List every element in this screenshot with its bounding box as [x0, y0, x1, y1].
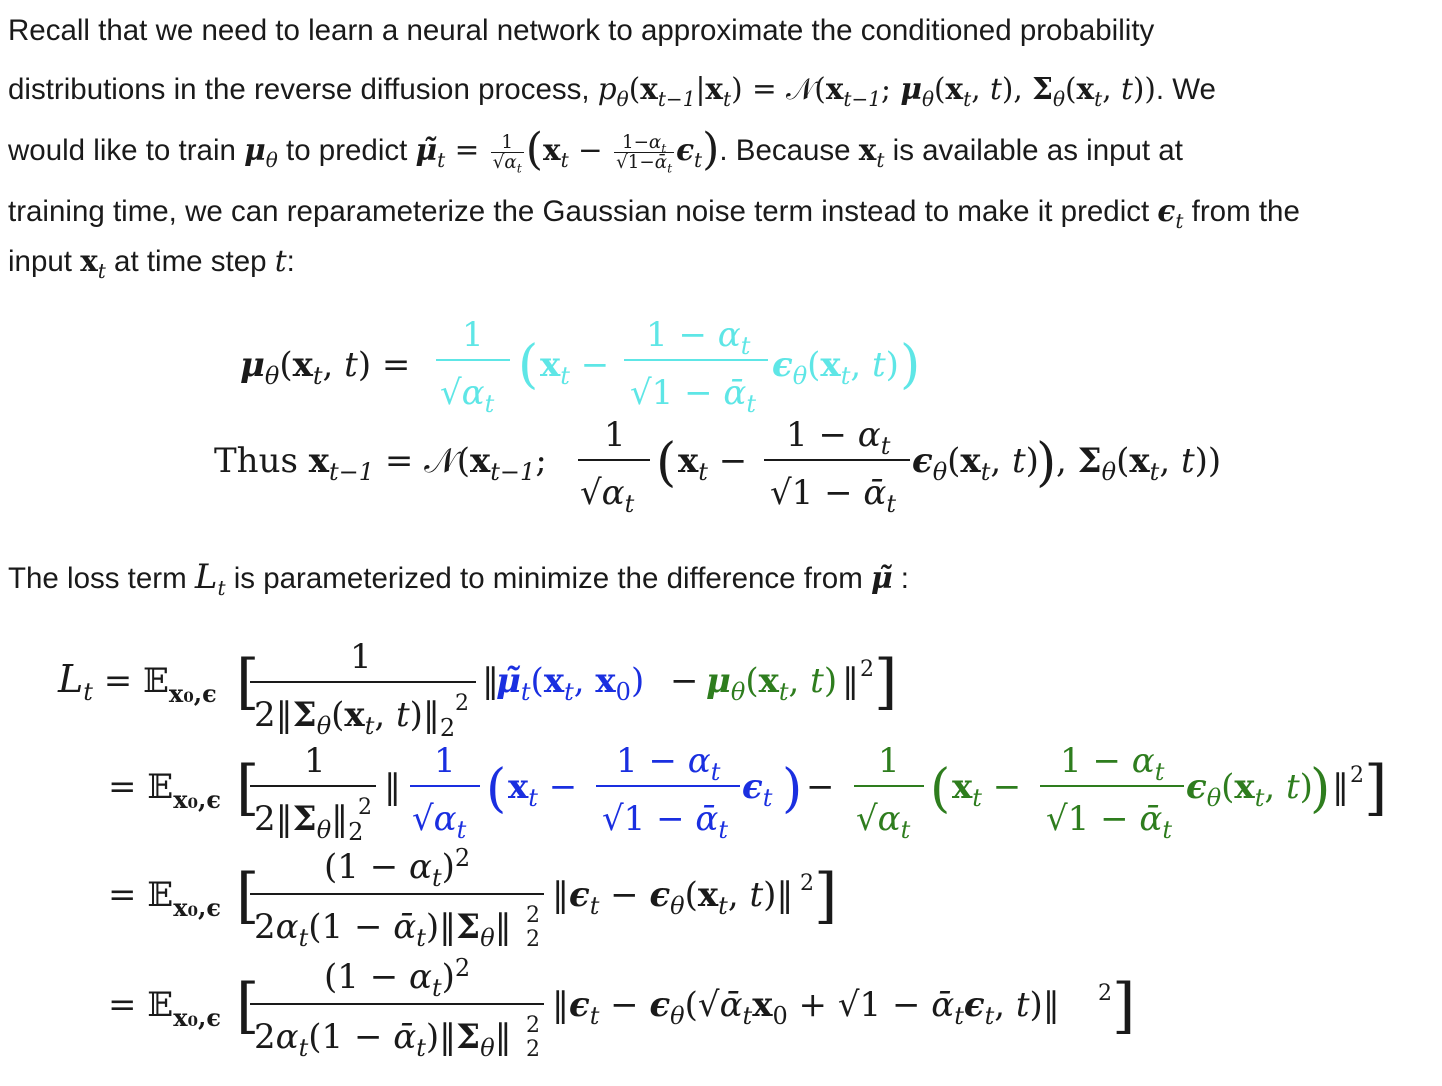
intro-line-1	[8, 2, 1436, 60]
thus-equation	[214, 415, 1221, 518]
svg-text:ϵθ(xt, t): $\epsilon_\theta(x_t$, t)	[912, 441, 1039, 486]
svg-text:‖: ‖	[842, 661, 859, 701]
intro-text-4: training time, we can reparameterize the Gaussian noise term instead to make it predict	[8, 195, 1150, 228]
svg-text:2αt(1 − ᾱt)‖Σθ‖: $2\alpha_t(1$ − $ᾱ_t)‖\Sigma_\theta‖$	[254, 907, 512, 952]
svg-text:√1 − ᾱt: √1 − ᾱ$_t$	[1046, 799, 1173, 844]
loss-text-3: :	[900, 562, 909, 595]
intro-line-5: input $x_t$ at time step t:	[8, 243, 295, 283]
svg-text:[: [	[236, 753, 260, 823]
svg-text:ϵθ(xt, t): $\epsilon_\theta(x_t$, t)	[772, 345, 899, 390]
svg-text:2: 2	[526, 927, 540, 952]
intro-line-4: training time, we can reparameterize the Gaussian noise term instead to make it predict $\epsilon_t$ from the	[8, 193, 1300, 233]
svg-text:2: 2	[800, 871, 814, 896]
svg-text:‖ϵt − ϵθ(xt, t)‖: $‖\epsilon_t - \epsilon_\theta(x_t$, t)‖	[552, 875, 794, 920]
intro-text-5b: at time step	[114, 245, 267, 278]
svg-text:(: (	[486, 759, 507, 819]
svg-text:√αt: $√\alpha_t$	[412, 799, 467, 844]
svg-text:√1 − ᾱt: √1 − ᾱ$_t$	[770, 473, 897, 518]
svg-text:2‖Σθ(xt, t)‖2: $2‖\Sigma_\theta(x_t$, $t)‖_2$	[254, 695, 456, 742]
svg-text:2: 2	[526, 1013, 540, 1038]
svg-text:1: 1	[304, 741, 326, 781]
svg-text:2: 2	[526, 903, 540, 928]
svg-text:‖: ‖	[1332, 767, 1349, 807]
svg-text:[: [	[236, 861, 260, 931]
svg-text:2‖Σθ‖2: $2‖\Sigma_\theta‖_2$	[254, 799, 364, 846]
svg-text:−: −	[670, 661, 699, 701]
svg-text:1: 1	[604, 415, 626, 455]
svg-text:Lt = 𝔼x₀,ϵ: $L_t$ = 𝔼$_{x_0,\epsilon}$	[58, 657, 217, 708]
svg-text:]: ]	[874, 647, 898, 717]
svg-text:xt −: $x_t$ −	[508, 767, 578, 812]
intro-text-3c: . Because	[719, 134, 851, 167]
svg-text:‖ϵt − ϵθ(√ᾱtx0 + √1 − ᾱtϵt, t): $‖\epsilon_t$ − $\epsilon_\theta(√ᾱ_tx_0 + √1$ − $ᾱ_t\epsilon_t$, t)‖	[552, 985, 1060, 1030]
loss-row-2-green	[854, 741, 1330, 844]
svg-text:√1 − ᾱt: √1 − ᾱ$_t$	[630, 373, 757, 418]
reparam-equations	[0, 300, 1442, 540]
intro-text-2b: . We	[1155, 73, 1216, 106]
svg-text:√αt: $√\alpha_t$	[440, 373, 495, 418]
mu-theta-equation	[240, 315, 920, 418]
intro-text-3: would like to train	[8, 134, 236, 167]
svg-text:√αt: $√\alpha_t$	[580, 473, 635, 518]
svg-text:μθ(xt, t) =: $\mu_\theta(x_t$, t) =	[240, 345, 411, 390]
svg-text:√αt: $√\alpha_t$	[856, 799, 911, 844]
svg-text:= 𝔼x₀,ϵ: = 𝔼$_{x_0,\epsilon}$	[108, 985, 222, 1032]
svg-text:2: 2	[358, 795, 372, 820]
loss-row-2	[108, 741, 1387, 846]
svg-text:(1 − αt)2: $(1 - \alpha_t)^2$	[324, 954, 471, 1002]
svg-text:(1 − αt)2: $(1 - \alpha_t)^2$	[324, 844, 471, 892]
svg-text:= 𝔼x₀,ϵ: = 𝔼$_{x_0,\epsilon}$	[108, 767, 222, 814]
svg-text:): )	[1310, 759, 1331, 819]
svg-text:1 − αt: $1 - \alpha_t$	[1060, 741, 1165, 786]
svg-text:]: ]	[1364, 753, 1388, 823]
svg-text:μθ(xt, t): $\mu_\theta(x_t$, t)	[706, 661, 838, 706]
svg-text:): )	[782, 759, 803, 819]
svg-text:‖: ‖	[384, 767, 401, 807]
svg-text:xt −: $x_t$ −	[678, 441, 748, 486]
svg-text:‖: ‖	[482, 661, 499, 701]
svg-text:2αt(1 − ᾱt)‖Σθ‖: $2\alpha_t(1$ − $ᾱ_t)‖\Sigma_\theta‖$	[254, 1017, 512, 1062]
svg-text:μ̃t(xt, x0): $\mũ_t(x_t$, $x_0$)	[496, 661, 645, 706]
svg-text:2: 2	[860, 657, 874, 682]
thus-label: Thus	[214, 441, 298, 481]
loss-text-2: is parameterized to minimize the difference from	[233, 562, 863, 595]
svg-text:ϵθ(xt, t): $\epsilon_\theta(x_t$, t)	[1186, 767, 1313, 812]
intro-text-5: input	[8, 245, 72, 278]
svg-text:1: 1	[350, 637, 372, 677]
svg-text:ϵt: $\epsilon_t$	[742, 767, 773, 812]
svg-text:]: ]	[1112, 971, 1136, 1041]
svg-text:= 𝔼x₀,ϵ: = 𝔼$_{x_0,\epsilon}$	[108, 875, 222, 922]
svg-text:xt −: $x_t$ −	[952, 767, 1022, 812]
svg-text:2: 2	[1098, 981, 1112, 1006]
loss-row-2-blue	[410, 741, 802, 844]
loss-paragraph	[8, 548, 1436, 606]
mu-theta-rhs	[436, 315, 920, 418]
svg-text:1 − αt: $1 - \alpha_t$	[786, 415, 891, 460]
svg-text:1: 1	[462, 315, 484, 355]
intro-text-3d: is available as input at	[892, 134, 1183, 167]
svg-text:): )	[900, 335, 921, 395]
svg-text:(: (	[930, 759, 951, 819]
svg-text:2: 2	[1350, 763, 1364, 788]
loss-derivation	[0, 630, 1442, 1080]
loss-row-4	[108, 954, 1135, 1062]
svg-text:√1 − ᾱt: √1 − ᾱ$_t$	[602, 799, 729, 844]
svg-text:(: (	[518, 335, 539, 395]
loss-svg	[0, 630, 1442, 1080]
svg-text:Thus xt−1 = 𝒩(xt−1;: Thus $x_{t-1}$ = $𝒩(x_{t-1}$;	[214, 441, 547, 486]
intro-text-3b: to predict	[286, 134, 408, 167]
svg-text:[: [	[236, 647, 260, 717]
svg-text:2: 2	[526, 1037, 540, 1062]
svg-text:1 − αt: $1 - \alpha_t$	[616, 741, 721, 786]
svg-text:): )	[1036, 433, 1057, 493]
svg-text:, Σθ(xt, t)): , $\Sigma_\theta(x_t$, t))	[1056, 441, 1222, 486]
svg-text:1 − αt: $1 - \alpha_t$	[646, 315, 751, 360]
intro-line-2: distributions in the reverse diffusion process, $p_\theta(x_{t-1}|x_t)$ = $𝒩(x_{t-1}$; $\mu_\theta(x_t$, t), $\Sigma_\theta(x_t$, t)). We	[8, 71, 1216, 111]
svg-text:2: 2	[455, 691, 469, 716]
loss-text-1: The loss term	[8, 562, 187, 595]
intro-text-4b: from the	[1191, 195, 1300, 228]
loss-row-1	[57, 637, 897, 742]
svg-text:1: 1	[878, 741, 900, 781]
svg-text:(: (	[656, 433, 677, 493]
intro-line-3: would like to train $\mu_\theta$ to predict $\mũ_t$ = $\frac{1}{√\alpha_t}$ ($x_t$ − $\frac{1-\alpha_t}{√1-ᾱ_t}$ $\epsilon_t$). Because $x_t$ is available as input at	[8, 124, 1183, 176]
loss-line: The loss term $L_t$ is parameterized to minimize the difference from μ̃ :	[8, 557, 909, 600]
svg-text:[: [	[236, 971, 260, 1041]
reparam-svg	[0, 300, 1442, 540]
svg-text:]: ]	[814, 861, 838, 931]
intro-text-1: Recall that we need to learn a neural network to approximate the conditioned probability	[8, 14, 1155, 47]
svg-text:−: −	[806, 767, 835, 807]
intro-paragraph	[8, 2, 1436, 290]
svg-text:xt −: $x_t$ −	[540, 345, 610, 390]
intro-text-5c: :	[286, 245, 295, 278]
svg-text:1: 1	[434, 741, 456, 781]
intro-text-2: distributions in the reverse diffusion process,	[8, 73, 590, 106]
loss-row-3	[108, 844, 837, 952]
